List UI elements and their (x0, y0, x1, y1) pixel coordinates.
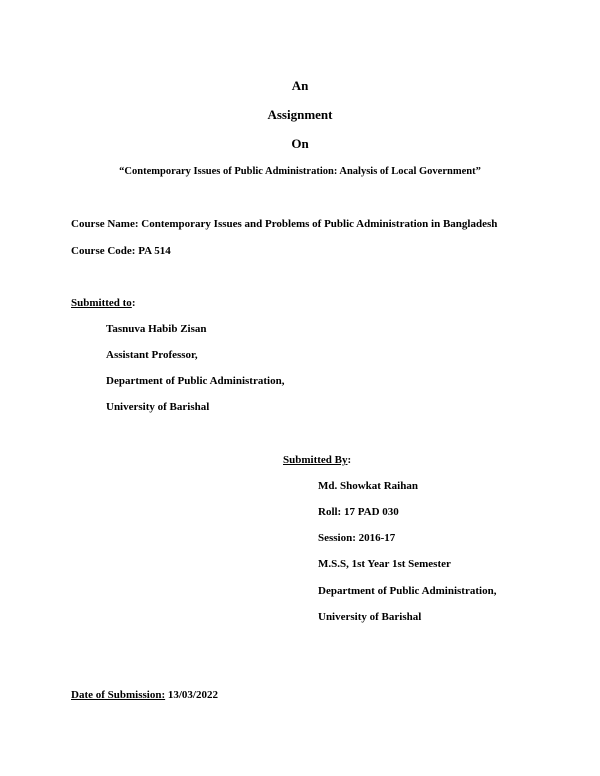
title-on: On (291, 136, 309, 151)
submitted-by-semester: M.S.S, 1st Year 1st Semester (318, 558, 451, 570)
submitted-to-university: University of Barishal (106, 401, 210, 413)
submitted-by-session: Session: 2016-17 (318, 532, 396, 544)
submission-label: Date of Submission: (71, 689, 166, 701)
submission-date: 13/03/2022 (165, 689, 218, 701)
submitted-by-colon: : (347, 454, 352, 466)
submitted-by-roll: Roll: 17 PAD 030 (318, 506, 399, 518)
course-name: Course Name: Contemporary Issues and Problems of Public Administration in Bangladesh (71, 218, 498, 230)
submitted-to-heading (71, 298, 135, 309)
submitted-to-department: Department of Public Administration, (106, 375, 285, 387)
submitted-by-department: Department of Public Administration, (318, 585, 497, 597)
submitted-by-label: Submitted By (283, 454, 348, 466)
title-an: An (291, 78, 309, 93)
title-assignment: Assignment (267, 107, 333, 122)
submitted-by-heading (283, 455, 351, 466)
submitted-to-label: Submitted to (71, 297, 132, 309)
submitted-to-designation: Assistant Professor, (106, 349, 198, 361)
submitted-to-name: Tasnuva Habib Zisan (106, 323, 207, 335)
assignment-topic: “Contemporary Issues of Public Administration: Analysis of Local Government” (119, 166, 481, 177)
course-code: Course Code: PA 514 (71, 245, 171, 257)
submitted-by-university: University of Barishal (318, 611, 422, 623)
submitted-to-colon: : (131, 297, 136, 309)
date-of-submission (71, 690, 218, 701)
submitted-by-name: Md. Showkat Raihan (318, 480, 418, 492)
